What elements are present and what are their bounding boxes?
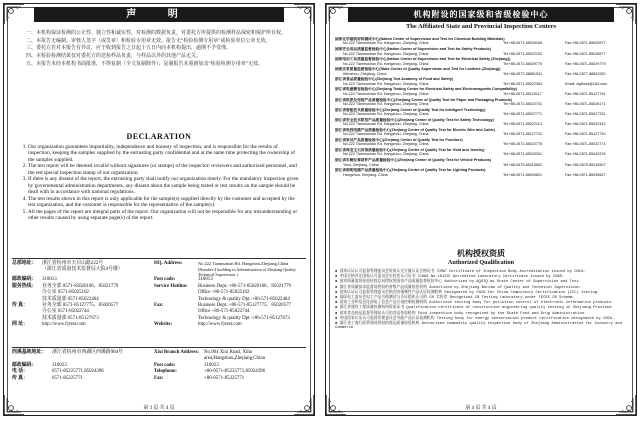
hq-address-cn: 浙江省杭州市天目山路222号 — [42, 261, 104, 266]
website-link-en[interactable]: http://www.fytest.com — [198, 322, 242, 328]
xixi-tel-value: 0571-85225771,85024396 — [52, 369, 104, 375]
page-subtitle: The Affiliated State and Provincial Inspection Centers — [405, 23, 557, 30]
center-address: No.222 Tianmushan Rd. Hangzhou, Zhejiang, China — [343, 91, 429, 96]
cn-paragraph: 五、本报告未经本机构书面批准，不得复制（全文复制除外）；复制报告未重新加盖“检验检测专用章”无效。 — [26, 61, 263, 67]
qualification-heading: 机构授权资质 — [457, 248, 505, 258]
center-tel: Tel:+86-0577-88851531 — [503, 71, 543, 76]
website-link[interactable]: http://www.fytest.com — [42, 322, 86, 328]
fax-line-en: Technology & quality Dpt.:+86-571-85127673 — [198, 315, 290, 321]
center-tel: Tel:+86-0571-85026166 — [503, 41, 543, 46]
center-address: No.222 Tianmushan Rd. Hangzhou, Zhejiang, China — [343, 132, 429, 137]
center-contact-row — [335, 62, 627, 66]
center-entry — [335, 98, 627, 107]
center-contact-row — [335, 142, 627, 146]
center-address: No.222 Tianmushan Rd. Hangzhou, Zhejiang, China — [343, 81, 429, 86]
center-name: 浙江省车辆及零部件产品质量检验中心(Zhejiang Center of Quality Test for Vehicle Products) — [335, 158, 492, 163]
fax-label-en: Fax: — [154, 303, 164, 309]
qualification-subheading: Authorized Qualification — [447, 259, 515, 266]
inspection-centers-page — [325, 3, 637, 416]
center-name: 浙江省纸张及包装产品质量检验中心(Zhejiang Center of Quality Test for Paper and Packaging Products) — [335, 97, 512, 102]
page-title: 声 明 — [34, 7, 284, 22]
xixi-fax-label-en: Fax: — [154, 375, 164, 381]
center-fax: Fax:+86-0577-88851530 — [565, 71, 606, 76]
center-address: No.222 Tianmushan Rd. Hangzhou, Zhejiang, China — [343, 41, 429, 46]
center-entry — [335, 87, 627, 96]
postcode-label: 邮政编码： — [12, 277, 37, 283]
center-name: 浙江省电磁兼容检验中心(Zhejiang Testing Center for Electrical Safety and Electromagnetic Compatibility) — [335, 87, 517, 92]
center-entry — [335, 168, 627, 177]
center-name: 浙江省照明电器产品质量检验中心(Zhejiang Center of Quality Test for Lighting Products) — [335, 168, 486, 173]
center-address: No.222 Tianmushan Rd. Hangzhou, Zhejiang, China — [343, 51, 429, 56]
center-tel: Tel:+86-0571-85022751 — [503, 102, 543, 107]
center-address: Yiwu, Zhejiang, China — [343, 162, 379, 167]
center-tel: Tel:+86-0571-85022364 — [503, 81, 543, 86]
postcode-label-en: Post code: — [154, 277, 176, 283]
qualification-item: ◆ 国际电工委员会电工产品合格测试与认证组织认可的 CB 实验室 Recognized CB Testing Laboratory under IECEE CB Scheme. — [335, 295, 575, 300]
inspection-center-list — [335, 37, 627, 178]
center-fax: Fax:+86-0571-85029779 — [565, 61, 606, 66]
xixi-fax-value-en: +86-0571-85225771 — [204, 375, 245, 381]
xixi-label-en: Xixi Branch Address: — [154, 350, 200, 355]
xixi-fax-label: 传 真： — [12, 375, 28, 381]
center-name: 国家皮革质量监督检验中心(State Center of Quality Supervision and Test for Leathers (Zhejiang)) — [335, 67, 501, 72]
qualification-item: ◆ 浙江省建设工程质量检测机构资质证书 Qualification certificate of construction engineering quality testing in Zhejiang Province. — [335, 306, 614, 311]
page-number: 第 4 页 共 4 页 — [465, 406, 497, 411]
center-name: 国家电动工具质量监督检验中心(Nation Center of Supervision and Test for Electrical Safety (Zhejiang)) — [335, 57, 510, 62]
declaration-item: 4. The test results shown in this report is only applicable for the sample(s) supplied directly by the customer and accepted by the test organization, and the customer is responsible for the representative of the sample(s). — [28, 196, 300, 209]
xixi-tel-label: 电 话： — [12, 369, 28, 375]
center-entry — [335, 37, 627, 46]
center-contact-row — [335, 132, 627, 136]
center-tel: Tel:+86-0571-85127731 — [503, 132, 543, 137]
center-fax: Fax:+86-0579-85315507 — [565, 162, 606, 167]
center-name: 浙江省家具产品质量检验中心(Zhejiang Center of Quality Test for Furniture) — [335, 137, 463, 142]
center-address: No.222 Tianmushan Rd. Hangzhou, Zhejiang, China — [343, 61, 429, 66]
xixi-address-cn: 浙江省杭州市西湖区西溪路904号 — [52, 350, 123, 355]
xixi-contact-block — [12, 350, 306, 382]
corner-ornament-icon — [3, 3, 25, 25]
page-number: 第 3 页 共 4 页 — [143, 406, 175, 411]
center-name: 浙江省电线电缆产品质量检验中心(Zhejiang Center of Quality Test for Electric Wire and Cable) — [335, 127, 495, 132]
corner-ornament-icon — [325, 3, 347, 25]
qualification-item: ◆ 国家认证认可监督管理委员会指定的强制性产品认证检测机构 Designated by CNCA for China Compulsory Certification (CCC) testing. — [335, 290, 600, 295]
declaration-list — [18, 144, 300, 222]
qualification-item: ◆ 国家质量监督检验检疫总局授权的国家产品质量监督检验中心 Authorized by AQSIQ as State Center of Supervision and Test. — [335, 280, 582, 285]
center-contact-row — [335, 92, 627, 96]
qualification-item: ◆ 中国合格评定国家认可委员会实验室认可证书（CNAS No.L0123）Accredited Laboratory Certificate issued by CNAS. — [335, 275, 565, 280]
declaration-heading: DECLARATION — [126, 132, 192, 141]
corner-ornament-icon — [615, 3, 637, 25]
qualification-item: ◆ 浙江省工商行政管理局授权的商品质量检验机构 Authorized commodity quality inspection body of Zhejiang Administration for Industry and Commerce. — [335, 321, 623, 331]
fax-line: 业务全部 0571-85127775、85020577 — [42, 303, 119, 309]
service-line: 业务全部 0571-85026166、85021779 — [42, 283, 119, 289]
hq-contact-block — [12, 261, 306, 329]
center-contact-row — [335, 152, 627, 156]
center-contact-row — [335, 82, 627, 86]
center-name: 浙江省珠宝玉石首饰质量检验中心(Zhejiang Center of Quality Test for Gold and Jewelry) — [335, 148, 485, 153]
center-fax: Fax:+86-0571-85020577 — [565, 41, 606, 46]
corner-ornament-icon — [293, 3, 315, 25]
postcode-value: 310013 — [42, 277, 57, 283]
center-entry — [335, 108, 627, 117]
center-fax: Fax:+86-0571-85127791 — [565, 91, 606, 96]
cn-paragraph: 二、本报告无编制、审核人签字（或签章）和检验专用章无效。报告无“检验检测专用章”或检验单位公章无效。 — [26, 38, 271, 44]
center-entry — [335, 77, 627, 86]
center-fax: Fax:+86-0571-86930627 — [565, 172, 606, 177]
center-entry — [335, 57, 627, 66]
center-address: No.222 Tianmushan Rd. Hangzhou, Zhejiang, China — [343, 142, 429, 147]
xixi-postcode-label: 邮政编码： — [12, 362, 37, 368]
declaration-item: 3. If there is any dissent of the report, the entrusting party shall notify our organization timely. For the mandatory inspection given by governmental administration departments, any dissent about the sample being tested or test results on the sample should be dealt with in accordance with national regulations. — [28, 176, 300, 195]
center-address: Hangzhou, Zhejiang, China — [343, 172, 388, 177]
website-label: 网 址： — [12, 322, 28, 328]
center-name: 浙江省食品质量检验中心(Zhejiang Test Academy of Food and Safety) — [335, 77, 454, 82]
website-label-en: Website: — [154, 322, 173, 328]
center-contact-row — [335, 102, 627, 106]
xixi-postcode-value-en: 310023 — [204, 362, 219, 368]
center-fax: Fax:+86-0571-85127730 — [565, 132, 606, 137]
qualification-item: ◆ 浙江省质量技术监督局授权的省级产品质量检验机构 Authorized by Zhejiang Bureau of Quality and Technical Supervision. — [335, 285, 582, 290]
fax-line: 办公室 0571-85022744 — [42, 309, 89, 315]
service-line: 办公室 0571-85025102 — [42, 290, 89, 296]
declaration-item: 5. All the pages of the report are integral parts of the report. Our organization will not be responsible for any misunderstanding or other results caused by using separate page(s) of the report. — [28, 209, 300, 222]
fax-line-en: Office +86-571-85022744 — [198, 309, 250, 315]
hq-note-cn: （浙江省质量技术监督局大院4号楼） — [42, 267, 123, 273]
hq-address-en: No.222 Tianmushan Rd. Hangzhou,Zhejiang,China — [198, 261, 289, 266]
service-line: 技术质量部 0571-85022464 — [42, 296, 99, 302]
center-address: No.222 Tianmushan Rd. Hangzhou, Zhejiang, China — [343, 112, 429, 117]
qualification-item: ◆ 国家食品药品监督管理局认可的食品检验机构 Food inspection body recognized by the State Food and Drug Administration. — [335, 311, 587, 316]
center-entry — [335, 148, 627, 157]
xixi-postcode-label-en: Post code: — [154, 362, 176, 368]
fax-label: 传 真： — [12, 303, 28, 309]
center-entry — [335, 158, 627, 167]
center-tel: Tel:+86-0571-85029301 — [503, 152, 543, 157]
center-name: 浙江省安全技术防范产品质量检验中心(Zhejiang Center of Quality Test for Safety Technology) — [335, 117, 494, 122]
page-title: 机构附设的国家级和省级检验中心 — [348, 7, 614, 22]
center-fax: Email: zjqtfood@163.com — [565, 81, 608, 86]
cn-paragraph: 一、本机构保证检测的公正性、独立性和诚实性，对检测的数据负责，对委托方所提供的检测样品保密和保护所有权。 — [26, 31, 287, 36]
service-line-en: Business Dept.:+86-571-85026166、85021779 — [198, 283, 291, 289]
declaration-item: 1. Our organization guarantees impartiality, independence and honesty of inspection, and is responsible for the results of inspection, keeping the samples supplied by the entrusting party confidential and at the same time protecting the ownership of the samples supplied. — [28, 144, 300, 163]
cn-paragraph: 四、本检验检测结果仅对委托方的送检样品负责，与样品以外的其他产品无关。 — [26, 54, 202, 60]
qualification-item: ◆ 中国国家认证认可监督管理委员会节能产品认证检测机构 Testing body for energy conservation product certification designated by CNCA. — [335, 316, 615, 321]
center-tel: Tel:+86-0579-85315502 — [503, 162, 543, 167]
postcode-value-en: 310013 — [198, 277, 213, 283]
service-line-en: Office +86-571-85025102 — [198, 290, 250, 296]
cn-paragraph: 三、委托方若对本报告有异议，应于收到报告之日起十五日内向本机构提出，逾期不予受理。 — [26, 46, 232, 52]
center-address: No.222 Tianmushan Rd. Hangzhou, Zhejiang, China — [343, 122, 429, 127]
center-entry — [335, 118, 627, 127]
cn-statement-block — [18, 31, 300, 70]
center-fax: Fax:+86-0571-85026171 — [565, 102, 606, 107]
service-label-en: Service Hotline: — [154, 283, 188, 289]
divider — [12, 258, 306, 259]
xixi-label: 西溪基地地址： — [12, 350, 47, 355]
divider — [12, 347, 306, 348]
fax-line-en: Business Dept.:+86-571-85127775、85020577 — [198, 303, 291, 309]
center-fax: Fax:+86-0571-85029378 — [565, 152, 606, 157]
center-contact-row — [335, 163, 627, 167]
center-fax: Fax:+86-0571-85026577 — [565, 51, 606, 56]
center-contact-row — [335, 72, 627, 76]
center-tel: Tel:+86-0571-85029775 — [503, 61, 543, 66]
center-tel: Tel:+86-0571-85027771 — [503, 112, 543, 117]
center-name: 国家安全用品质量监督检验中心(Nation Center of Supervision and Test for Safety Products) — [335, 47, 491, 52]
center-entry — [335, 47, 627, 56]
center-fax: Fax:+86-0571-85022442 — [565, 122, 606, 127]
center-name: 浙江省智能技术质量检验中心(Zhejiang Center of Quality Test for Intelligent Technology) — [335, 107, 486, 112]
hq-label-en: HQ. Address: — [154, 261, 183, 266]
center-contact-row — [335, 52, 627, 56]
service-label: 服务热线： — [12, 283, 37, 289]
fax-line: 技术质量部 0571-85127673 — [42, 315, 99, 321]
center-tel: Tel:+86-0571-85022113 — [503, 122, 542, 127]
center-address: No.222 Tianmushan Rd. Hangzhou, Zhejiang, China — [343, 102, 429, 107]
center-fax: Fax:+86-0571-85027331 — [565, 112, 606, 117]
center-tel: Tel:+86-0571-85022778 — [503, 142, 543, 147]
qualification-list — [335, 270, 627, 332]
qualification-item: ◆ 国家工业和信息化部电子信息产品污染控制检测机构 Authorized testing body for pollution control of electronic information products. — [335, 301, 614, 306]
center-tel: Tel:+86-0571-85022102 — [503, 51, 543, 56]
center-tel: Tel:+86-0571-85129117 — [503, 91, 542, 96]
hq-note-en: (Number 4 building in Administration of Zhejiang Quality Technical Supervision.) — [198, 267, 296, 278]
xixi-tel-label-en: Telephone: — [154, 369, 177, 375]
xixi-postcode-value: 310023 — [52, 362, 67, 368]
center-tel: Tel:+86-0571-86930621 — [503, 172, 543, 177]
xixi-tel-value-en: +86-0571-85225771,85024396 — [204, 369, 266, 375]
center-contact-row — [335, 41, 627, 45]
center-contact-row — [335, 173, 627, 177]
center-entry — [335, 128, 627, 137]
xixi-address-en: No.904 Xixi Road, Xihu area,Hangzhou,Zhejiang,China — [204, 350, 265, 362]
center-name: 国家化学建筑材料测试中心(Nation Center of Supervision and Test for Chemical Building Materials) — [335, 37, 505, 41]
center-contact-row — [335, 122, 627, 126]
hq-label: 总部地址： — [12, 261, 37, 266]
center-address: No.222 Tianmushan Rd. Hangzhou, Zhejiang, China — [343, 152, 429, 157]
center-fax: Fax:+86-0571-85022774 — [565, 142, 606, 147]
center-entry — [335, 67, 627, 76]
center-contact-row — [335, 112, 627, 116]
declaration-item: 2. The test report will be deemed invalid without signatures (or stamps) of the inspector/ reviewers and authorized personnel, and the red special inspection stamp of our organization. — [28, 163, 300, 176]
center-address: Wenzhou, Zhejiang, China — [343, 71, 387, 76]
service-line-en: Technology & quality Dpt.:+86-571-85022464 — [198, 296, 290, 302]
xixi-fax-value: 0571-85225771 — [52, 375, 83, 381]
declaration-page — [3, 3, 315, 416]
center-entry — [335, 138, 627, 147]
qualification-item: ◆ 国家认证认可监督管理委员会资质认定计量认证合格证书（CMA）Certificate of Inspection Body Accreditation issued by CNCA. — [335, 270, 586, 274]
